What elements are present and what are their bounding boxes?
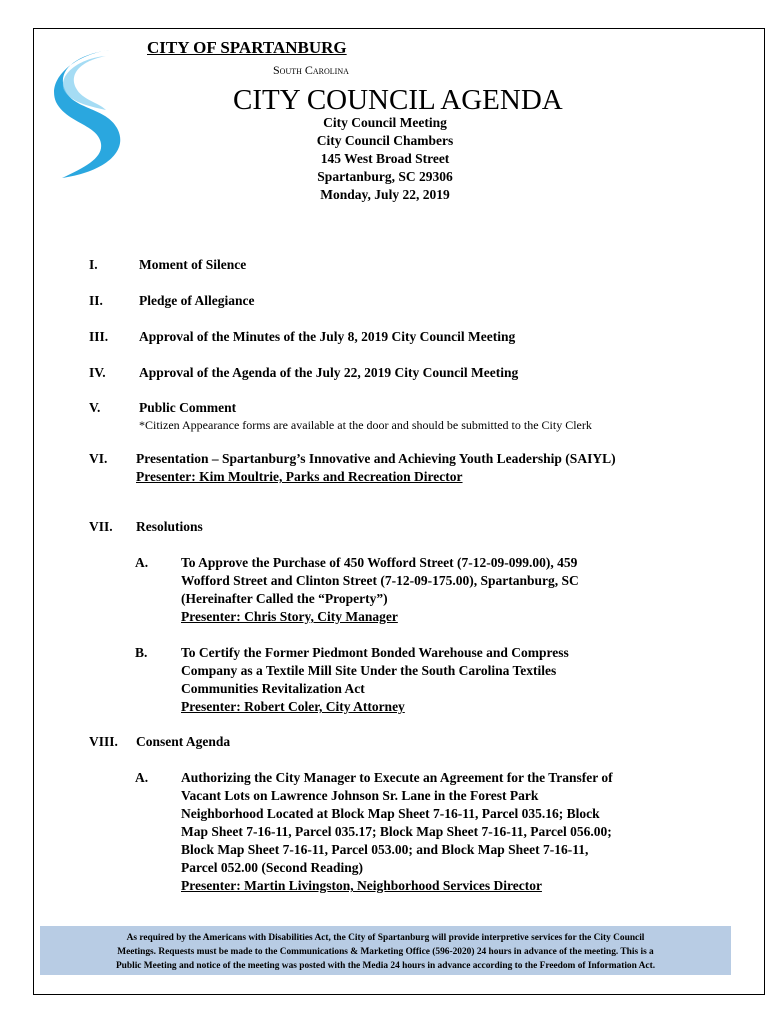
resolution-b-line: To Certify the Former Piedmont Bonded Warehouse and Compress xyxy=(181,645,569,660)
item-number: VII. xyxy=(89,519,113,534)
consent-a-line: Block Map Sheet 7-16-11, Parcel 053.00; and Block Map Sheet 7-16-11, xyxy=(181,842,589,857)
agenda-item-presentation: Presentation – Spartanburg’s Innovative and Achieving Youth Leadership (SAIYL) xyxy=(136,451,616,466)
item-number: I. xyxy=(89,257,98,272)
consent-a-line: Parcel 052.00 (Second Reading) xyxy=(181,860,363,875)
item-number: VI. xyxy=(89,451,108,466)
resolution-b-presenter: Presenter: Robert Coler, City Attorney xyxy=(181,699,405,714)
meeting-city: Spartanburg, SC 29306 xyxy=(317,169,453,184)
resolution-b-line: Communities Revitalization Act xyxy=(181,681,365,696)
item-number: II. xyxy=(89,293,103,308)
resolution-a-presenter: Presenter: Chris Story, City Manager xyxy=(181,609,398,624)
ada-notice xyxy=(40,926,731,975)
resolution-b xyxy=(181,644,569,716)
consent-a-presenter: Presenter: Martin Livingston, Neighborhood Services Director xyxy=(181,878,542,893)
city-name: CITY OF SPARTANBURG xyxy=(147,38,347,57)
item-number: III. xyxy=(89,329,109,344)
agenda-item-public-comment: Public Comment xyxy=(139,400,237,415)
ada-notice-line: As required by the Americans with Disabilities Act, the City of Spartanburg will provide interpretive services for the City Council xyxy=(126,933,645,943)
resolution-b-line: Company as a Textile Mill Site Under the South Carolina Textiles xyxy=(181,663,557,678)
meeting-info xyxy=(200,114,570,204)
agenda-item-moment-of-silence: Moment of Silence xyxy=(139,257,247,272)
subitem-label: A. xyxy=(135,555,149,570)
item-number: V. xyxy=(89,400,101,415)
meeting-address: 145 West Broad Street xyxy=(320,151,450,166)
resolution-a-line: To Approve the Purchase of 450 Wofford Street (7-12-09-099.00), 459 xyxy=(181,555,578,570)
ada-notice-line: Meetings. Requests must be made to the Communications & Marketing Office (596-2020) 24 hours in advance of the meeting. This is a xyxy=(117,947,654,957)
ada-notice-line: Public Meeting and notice of the meeting was posted with the Media 24 hours in advance according to the Freedom of Information Act. xyxy=(115,961,656,971)
resolution-a xyxy=(181,554,579,626)
agenda-item-consent-agenda: Consent Agenda xyxy=(136,734,231,749)
meeting-location: City Council Chambers xyxy=(316,133,454,148)
page-title: CITY COUNCIL AGENDA xyxy=(233,84,563,116)
consent-item-a xyxy=(181,769,613,895)
meeting-type: City Council Meeting xyxy=(323,115,447,130)
agenda-item-pledge: Pledge of Allegiance xyxy=(139,293,255,308)
consent-a-line: Map Sheet 7-16-11, Parcel 035.17; Block Map Sheet 7-16-11, Parcel 056.00; xyxy=(181,824,612,839)
item-number: IV. xyxy=(89,365,106,380)
resolution-a-line: (Hereinafter Called the “Property”) xyxy=(181,591,388,606)
agenda-item-resolutions: Resolutions xyxy=(136,519,203,534)
resolution-a-line: Wofford Street and Clinton Street (7-12-09-175.00), Spartanburg, SC xyxy=(181,573,579,588)
subitem-label: B. xyxy=(135,645,148,660)
consent-a-line: Neighborhood Located at Block Map Sheet 7-16-11, Parcel 035.16; Block xyxy=(181,806,600,821)
agenda-item-minutes-approval: Approval of the Minutes of the July 8, 2019 City Council Meeting xyxy=(139,329,516,344)
subitem-label: A. xyxy=(135,770,149,785)
consent-a-line: Authorizing the City Manager to Execute an Agreement for the Transfer of xyxy=(181,770,613,785)
consent-a-line: Vacant Lots on Lawrence Johnson Sr. Lane in the Forest Park xyxy=(181,788,539,803)
agenda-item-agenda-approval: Approval of the Agenda of the July 22, 2019 City Council Meeting xyxy=(139,365,519,380)
presentation-presenter: Presenter: Kim Moultrie, Parks and Recreation Director xyxy=(136,469,463,484)
state-name: South Carolina xyxy=(273,63,349,77)
item-number: VIII. xyxy=(89,734,118,749)
meeting-date: Monday, July 22, 2019 xyxy=(320,187,450,202)
public-comment-note: *Citizen Appearance forms are available at the door and should be submitted to the City Clerk xyxy=(139,418,592,432)
city-logo-icon xyxy=(48,46,140,182)
